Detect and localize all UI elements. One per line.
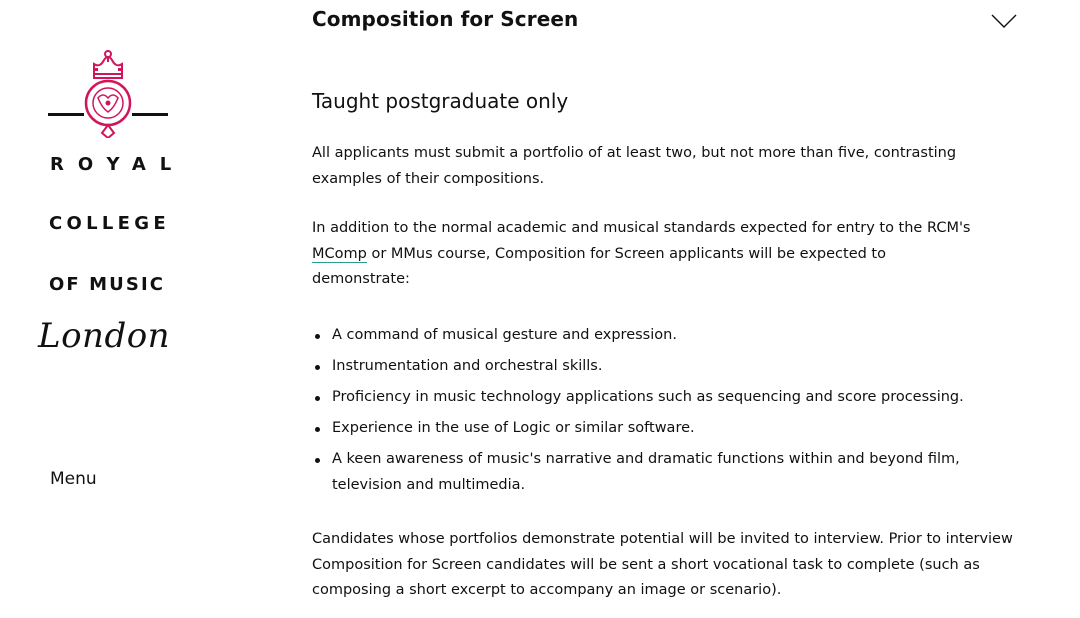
accordion-title: Composition for Screen xyxy=(312,7,579,31)
list-item: Experience in the use of Logic or similar software. xyxy=(312,416,1017,442)
section-subheading: Taught postgraduate only xyxy=(312,89,569,113)
requirements-text-after: or MMus course, Composition for Screen applicants will be expected to demonstrate: xyxy=(312,245,886,287)
list-item: Instrumentation and orchestral skills. xyxy=(312,354,1017,380)
requirements-paragraph xyxy=(312,216,982,293)
skills-list xyxy=(312,323,1017,504)
logo-london-text: London xyxy=(38,316,171,356)
portfolio-paragraph: All applicants must submit a portfolio of at least two, but not more than five, contrasting examples of their compositions. xyxy=(312,145,957,187)
requirements-text-before: In addition to the normal academic and musical standards expected for entry to the RCM's xyxy=(312,220,971,236)
menu-button[interactable]: Menu xyxy=(50,469,97,489)
sidebar xyxy=(0,0,230,618)
crown-crest-icon xyxy=(48,50,168,138)
list-item: Proficiency in music technology applications such as sequencing and score processing. xyxy=(312,385,1017,411)
mcomp-link[interactable]: MComp xyxy=(312,245,367,262)
logo-college-text: COLLEGE xyxy=(49,213,170,234)
logo-of-music-text: OF MUSIC xyxy=(49,274,166,295)
logo-royal-text: ROYAL xyxy=(50,154,186,175)
list-item: A command of musical gesture and expression. xyxy=(312,323,1017,349)
interview-paragraph: Candidates whose portfolios demonstrate potential will be invited to interview. Prior to interview Composition for Screen candidates will be sent a short vocational task to complete (such as composing a short excerpt to accompany an image or scenario). xyxy=(312,531,1013,598)
accordion-header-composition-for-screen[interactable] xyxy=(312,7,1017,37)
chevron-down-icon[interactable] xyxy=(991,13,1017,29)
list-item: A keen awareness of music's narrative and dramatic functions within and beyond film, television and multimedia. xyxy=(312,447,1017,498)
